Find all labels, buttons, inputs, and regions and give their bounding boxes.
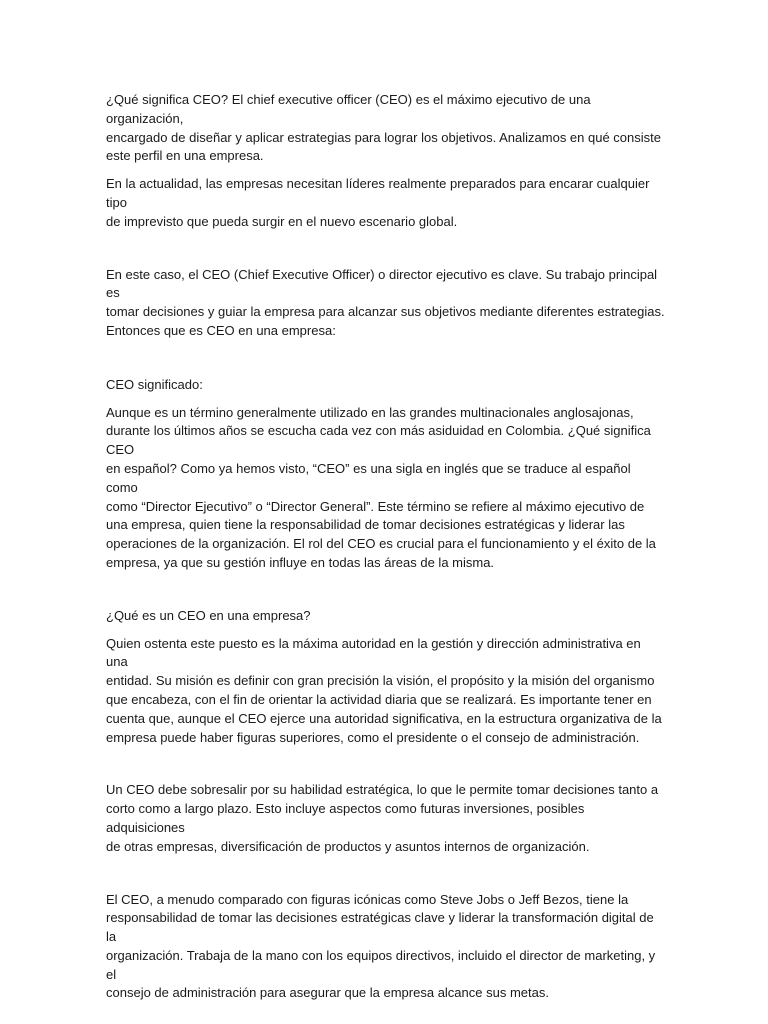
ceo-authority-paragraph: Quien ostenta este puesto es la máxima autoridad en la gestión y dirección administrativa en una entidad. Su misión es definir con gran precisión la visión, el propósito y la misión del organismo que encabeza, con el fin de orientar la actividad diaria que se realizará. Es importante tener en cuenta que, aunque el CEO ejerce una autoridad significativa, en la estructura organizativa de la empresa puede haber figuras superiores, como el presidente o el consejo de administración. — [106, 635, 662, 745]
ceo-meaning-paragraph: Aunque es un término generalmente utilizado en las grandes multinacionales anglosajonas, durante los últimos años se escucha cada vez con más asiduidad en Colombia. ¿Qué significa CEO en español? Como ya hemos visto, “CEO” es una sigla en inglés que se traduce al español como como “Director Ejecutivo” o “Director General”. Este término se refiere al máximo ejecutivo de una empresa, quien tiene la responsabilidad de tomar decisiones estratégicas y liderar las operaciones de la organización. El rol del CEO es crucial para el funcionamiento y el éxito de la empresa, ya que su gestión influye en todas las áreas de la misma. — [106, 404, 656, 570]
section-heading-ceo-empresa: ¿Qué es un CEO en una empresa? — [106, 607, 311, 623]
ceo-role-paragraph: En este caso, el CEO (Chief Executive Officer) o director ejecutivo es clave. Su trabajo principal es tomar decisiones y guiar la empresa para alcanzar sus objetivos mediante diferentes estrategias. Entonces que es CEO en una empresa: — [106, 266, 665, 338]
context-paragraph: En la actualidad, las empresas necesitan líderes realmente preparados para encarar cualquier tipo de imprevisto que pueda surgir en el nuevo escenario global. — [106, 176, 650, 229]
section-heading-ceo-significado: CEO significado: — [106, 376, 203, 392]
ceo-strategy-paragraph: Un CEO debe sobresalir por su habilidad estratégica, lo que le permite tomar decisiones tanto a corto como a largo plazo. Esto incluye aspectos como futuras inversiones, posibles adquisiciones de otras empresas, diversificación de productos y asuntos internos de organización. — [106, 782, 659, 854]
document-body — [106, 91, 666, 1003]
ceo-transformation-paragraph: El CEO, a menudo comparado con figuras icónicas como Steve Jobs o Jeff Bezos, tiene la responsabilidad de tomar las decisiones estratégicas clave y liderar la transformación digital de la organización. Trabaja de la mano con los equipos directivos, incluido el director de marketing, y el consejo de administración para asegurar que la empresa alcance sus metas. — [106, 891, 656, 1001]
intro-paragraph: ¿Qué significa CEO? El chief executive officer (CEO) es el máximo ejecutivo de una organización, encargado de diseñar y aplicar estrategias para lograr los objetivos. Analizamos en qué consiste este perfil en una empresa. — [106, 92, 661, 164]
